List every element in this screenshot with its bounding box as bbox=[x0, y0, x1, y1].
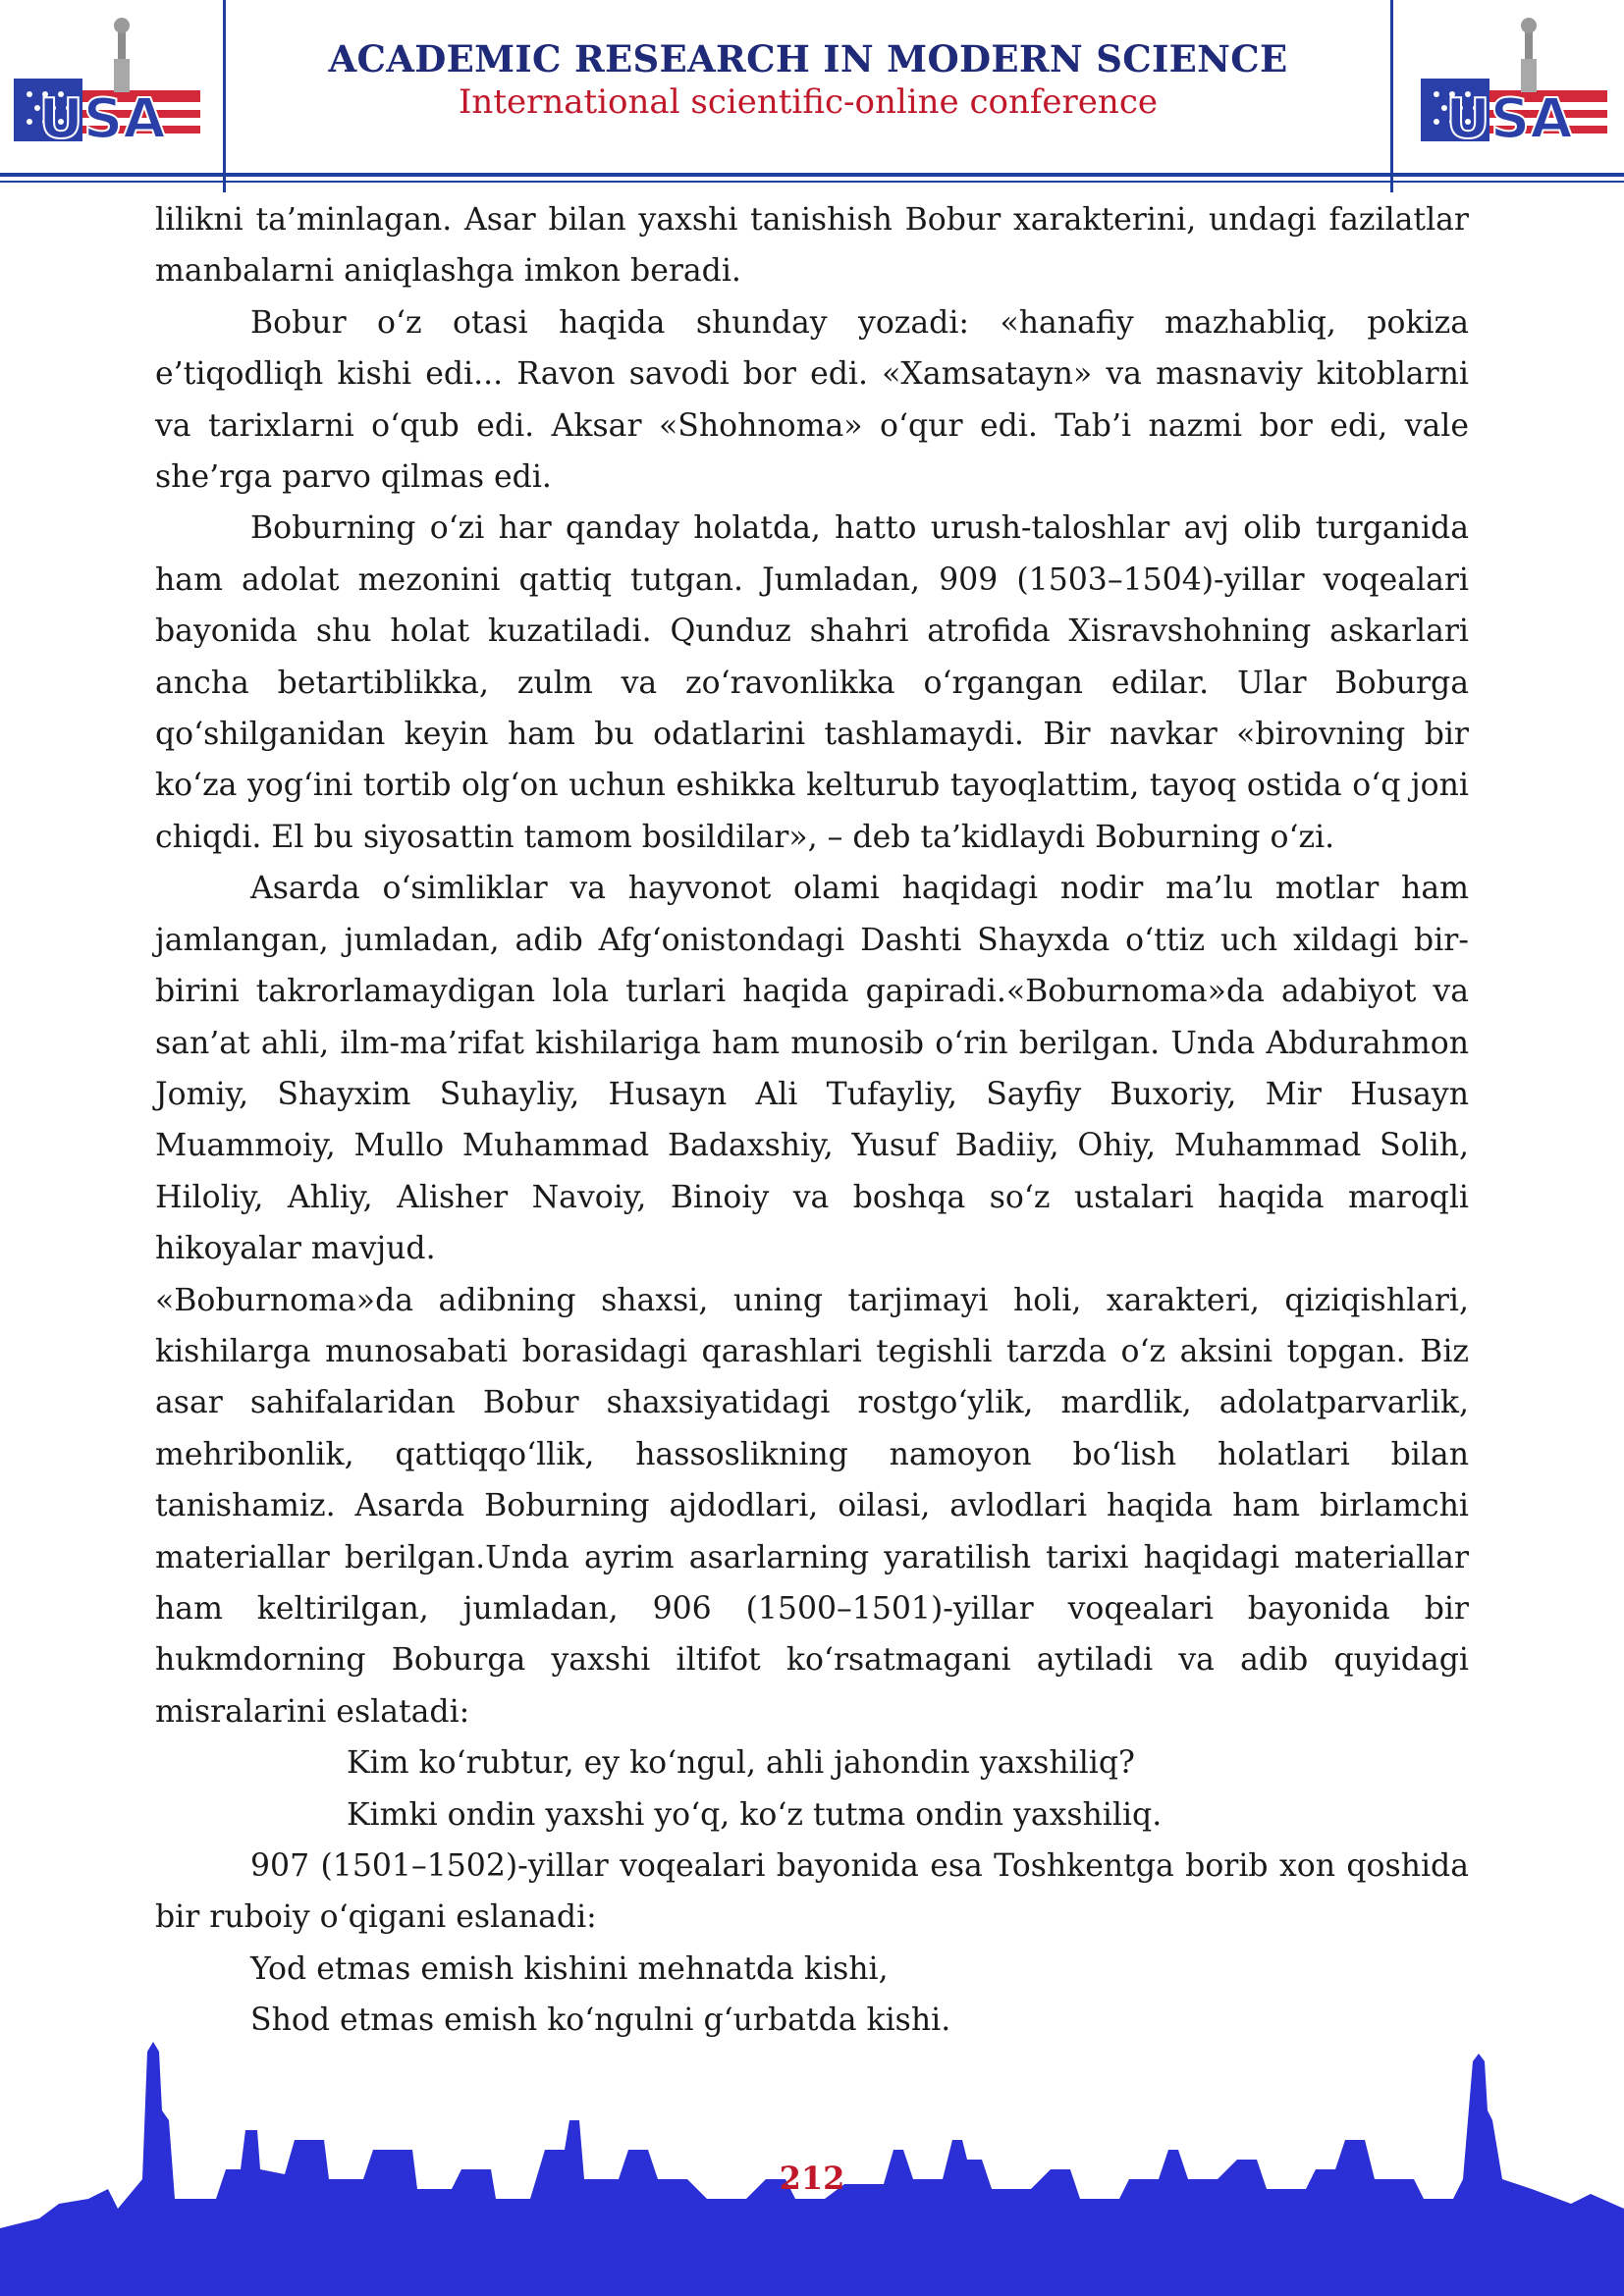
svg-text:USA: USA bbox=[1445, 87, 1573, 151]
paragraph: lilikni ta’minlagan. Asar bilan yaxshi tanishish Bobur xarakterini, undagi fazilatlar manbalarni aniqlashga imkon beradi. bbox=[155, 202, 1469, 290]
header-rule-thin bbox=[0, 181, 1624, 183]
verse-line: Yod etmas emish kishini mehnatda kishi, bbox=[250, 1950, 889, 1987]
verse-line: Shod etmas emish ko‘ngulni g‘urbatda kishi. bbox=[250, 2002, 951, 2039]
usa-flag-logo-icon bbox=[1393, 0, 1624, 192]
svg-text:USA: USA bbox=[38, 87, 166, 151]
conference-logo-right bbox=[1390, 0, 1624, 192]
verse-line: Kim ko‘rubtur, ey ko‘ngul, ahli jahondin yaxshiliq? bbox=[347, 1745, 1135, 1782]
paragraph: Bobur o‘z otasi haqida shunday yozadi: «hanafiy mazhabliq, pokiza e’tiqodliqh kishi edi... Ravon savodi bor edi. «Xamsatayn» va masnaviy kitoblarni va tarixlarni o‘qub edi. Aksar «Shohnoma» o‘qur edi. Tab’i nazmi bor edi, vale she’rga parvo qilmas edi. bbox=[155, 304, 1469, 496]
conference-logo-left bbox=[0, 0, 226, 192]
conference-subtitle: International scientific-online conference bbox=[458, 82, 1158, 122]
article-body bbox=[155, 194, 1469, 2047]
header-rule bbox=[0, 173, 1624, 177]
usa-flag-logo-icon bbox=[0, 0, 226, 192]
verse-line: Kimki ondin yaxshi yo‘q, ko‘z tutma ondin yaxshiliq. bbox=[347, 1796, 1163, 1833]
page-number: 212 bbox=[779, 2160, 845, 2197]
paragraph: Boburning o‘zi har qanday holatda, hatto urush-taloshlar avj olib turganida ham adolat mezonini qattiq tutgan. Jumladan, 909 (1503–1504)-yillar voqealari bayonida shu holat kuzatiladi. Qunduz shahri atrofida Xisravshohning askarlari ancha betartiblikka, zulm va zo‘ravonlikka o‘rgangan edilar. Ular Boburga qo‘shilganidan keyin ham bu odatlarini tashlamaydi. Bir navkar «birovning bir ko‘za yog‘ini tortib olg‘on uchun eshikka kelturub tayoqlattim, tayoq ostida o‘q joni chiqdi. El bu siyosattin tamom bosildilar», – deb ta’kidlaydi Boburning o‘zi. bbox=[155, 510, 1469, 855]
paragraph: 907 (1501–1502)-yillar voqealari bayonida esa Toshkentga borib xon qoshida bir ruboiy o‘qigani eslanadi: bbox=[155, 1848, 1469, 1936]
paragraph: Asarda o‘simliklar va hayvonot olami haqidagi nodir ma’lu motlar ham jamlangan, jumladan, adib Afg‘onistondagi Dashti Shayxda o‘ttiz uch xildagi bir-birini takrorlamaydigan lola turlari haqida gapiradi.«Boburnoma»da adabiyot va san’at ahli, ilm-ma’rifat kishilariga ham munosib o‘rin berilgan. Unda Abdurahmon Jomiy, Shayxim Suhayliy, Husayn Ali Tufayliy, Sayfiy Buxoriy, Mir Husayn Muammoiy, Mullo Muhammad Badaxshiy, Yusuf Badiiy, Ohiy, Muhammad Solih, Hiloliy, Ahliy, Alisher Navoiy, Binoiy va boshqa so‘z ustalari haqida maroqli hikoyalar mavjud. bbox=[155, 871, 1469, 1267]
paragraph: «Boburnoma»da adibning shaxsi, uning tarjimayi holi, xarakteri, qiziqishlari, kishilarga munosabati borasidagi qarashlari tegishli tarzda o‘z aksini topgan. Biz asar sahifalaridan Bobur shaxsiyatidagi rostgo‘ylik, mardlik, adolatparvarlik, mehribonlik, qattiqqo‘llik, hassoslikning namoyon bo‘lish holatlari bilan tanishamiz. Asarda Boburning ajdodlari, oilasi, avlodlari haqida ham birlamchi materiallar berilgan.Unda ayrim asarlarning yaratilish tarixi haqidagi materiallar ham keltirilgan, jumladan, 906 (1500–1501)-yillar voqealari bayonida bir hukmdorning Boburga yaxshi iltifot ko‘rsatmagani aytiladi va adib quyidagi misralarini eslatadi: bbox=[155, 1282, 1469, 1730]
conference-title: ACADEMIC RESEARCH IN MODERN SCIENCE bbox=[328, 37, 1288, 80]
